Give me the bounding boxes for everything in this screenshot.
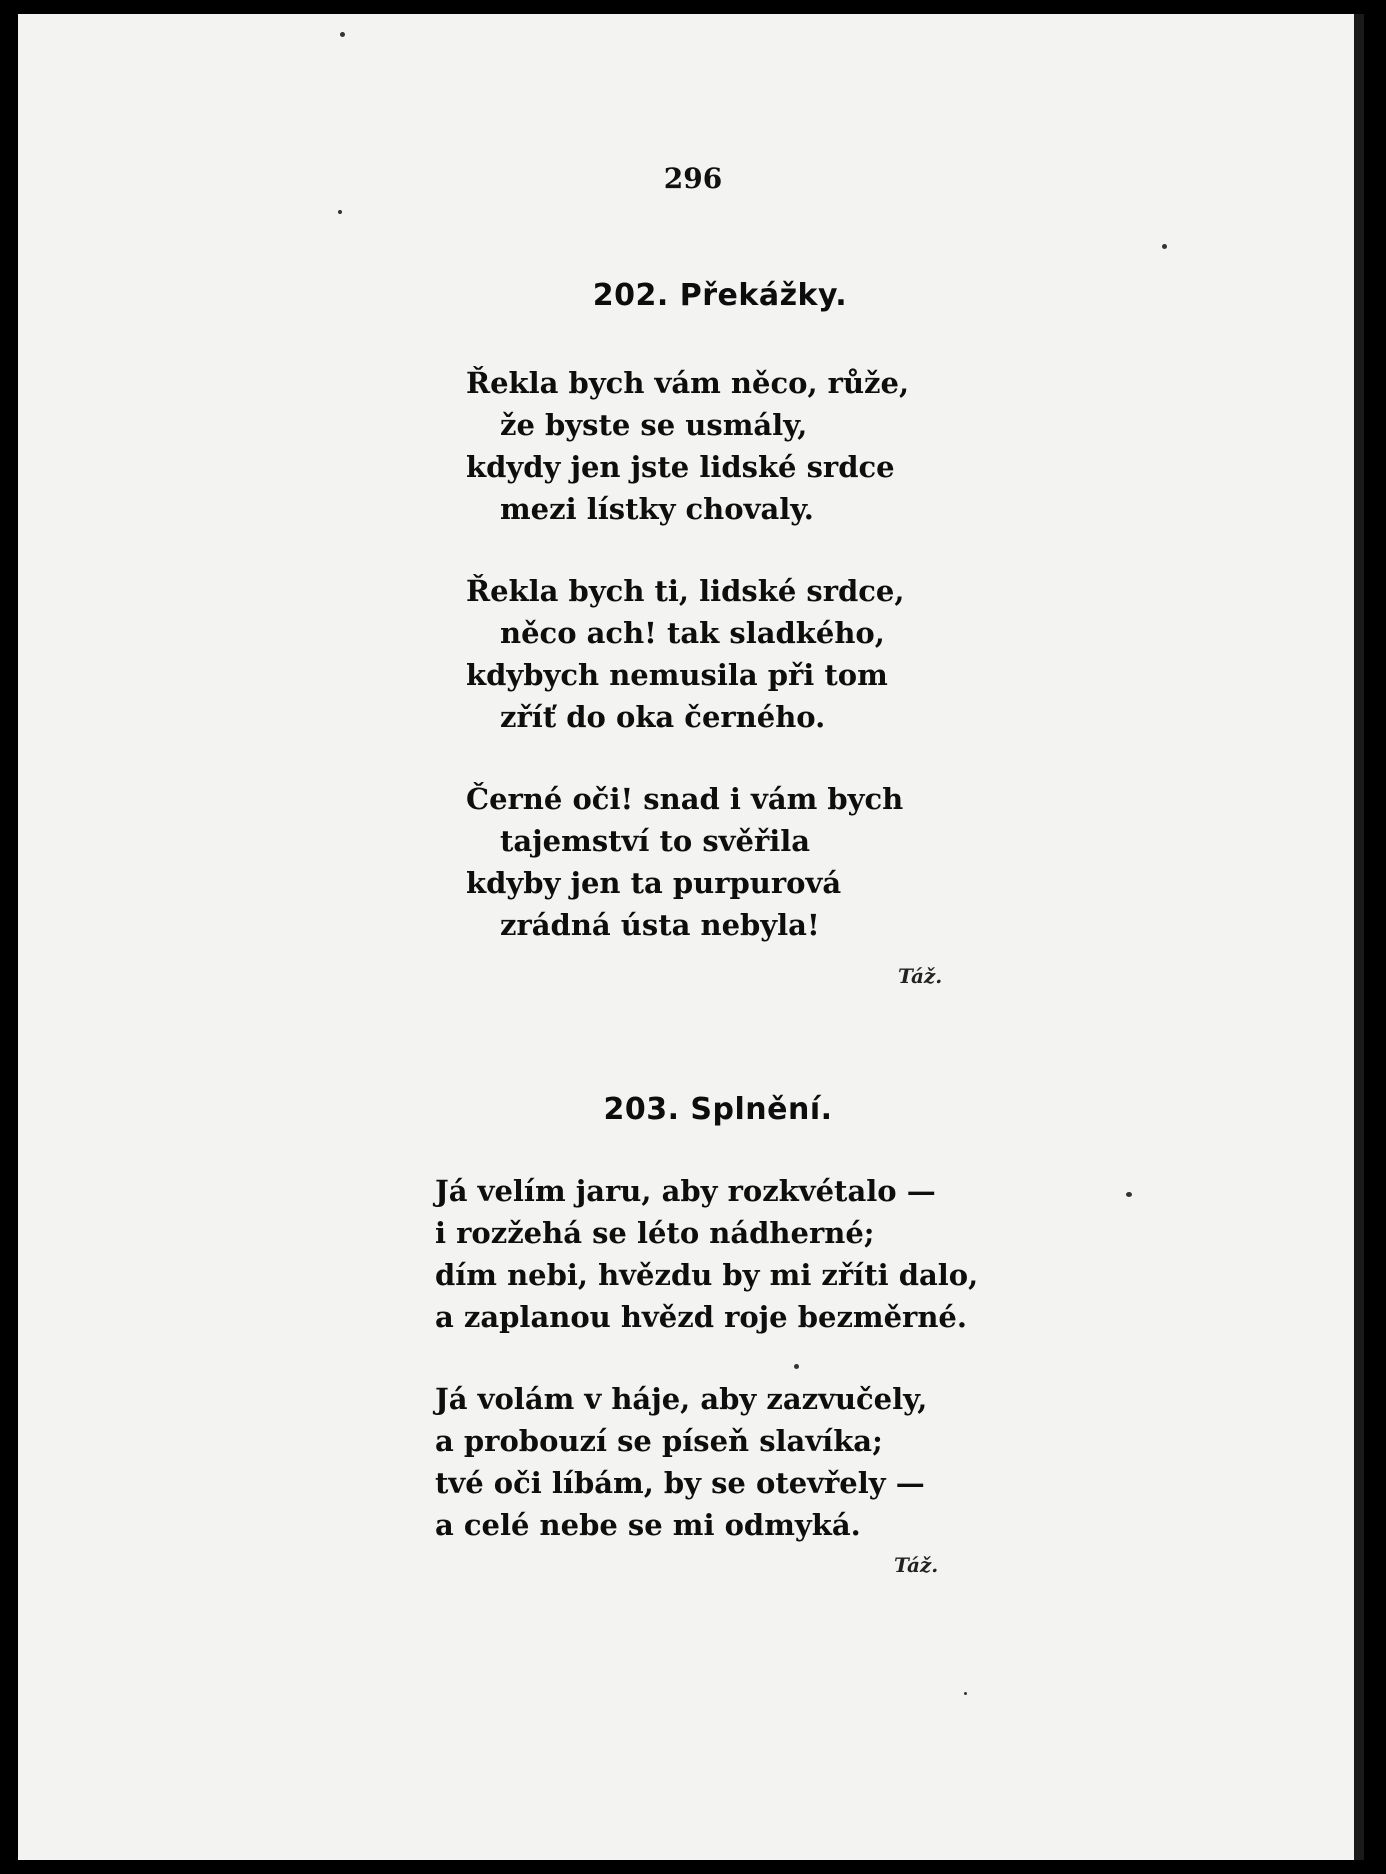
verse-line: kdyby jen ta purpurová	[466, 866, 842, 900]
poem-203-signature: Táž.	[894, 1553, 939, 1577]
verse-line: a probouzí se píseň slavíka;	[435, 1424, 883, 1458]
verse-line: Řekla bych ti, lidské srdce,	[466, 574, 905, 608]
verse-line: něco ach! tak sladkého,	[500, 616, 885, 650]
verse-line: dím nebi, hvězdu by mi zříti dalo,	[435, 1258, 979, 1292]
print-speck	[1162, 244, 1167, 249]
print-speck	[1126, 1192, 1132, 1197]
poem-title-203: 203. Splnění.	[603, 1092, 833, 1127]
print-speck	[794, 1364, 799, 1369]
poem-203-stanza-2	[435, 1378, 927, 1546]
print-speck	[338, 210, 342, 214]
verse-line: Já velím jaru, aby rozkvétalo —	[435, 1174, 936, 1208]
verse-line: i rozžehá se léto nádherné;	[435, 1216, 875, 1250]
verse-line: mezi lístky chovaly.	[500, 492, 814, 526]
page-number: 296	[663, 162, 723, 195]
verse-line: kdydy jen jste lidské srdce	[466, 450, 895, 484]
poem-202-stanza-2	[466, 570, 904, 738]
poem-203-stanza-1	[435, 1170, 978, 1338]
verse-line: tajemství to svěřila	[500, 824, 811, 858]
poem-202-stanza-1	[466, 362, 909, 530]
poem-202-stanza-3	[466, 778, 903, 946]
verse-line: Já volám v háje, aby zazvučely,	[435, 1382, 928, 1416]
verse-line: zříť do oka černého.	[500, 700, 826, 734]
verse-line: zrádná ústa nebyla!	[500, 908, 820, 942]
verse-line: Černé oči! snad i vám bych	[466, 782, 904, 816]
poem-title-202: 202. Překážky.	[592, 278, 848, 313]
verse-line: kdybych nemusila při tom	[466, 658, 888, 692]
print-speck	[340, 32, 345, 37]
print-speck	[964, 1692, 967, 1695]
verse-line: tvé oči líbám, by se otevřely —	[435, 1466, 925, 1500]
verse-line: Řekla bych vám něco, růže,	[466, 366, 910, 400]
verse-line: že byste se usmály,	[500, 408, 808, 442]
poem-202-signature: Táž.	[898, 964, 943, 988]
verse-line: a celé nebe se mi odmyká.	[435, 1508, 861, 1542]
verse-line: a zaplanou hvězd roje bezměrné.	[435, 1300, 967, 1334]
